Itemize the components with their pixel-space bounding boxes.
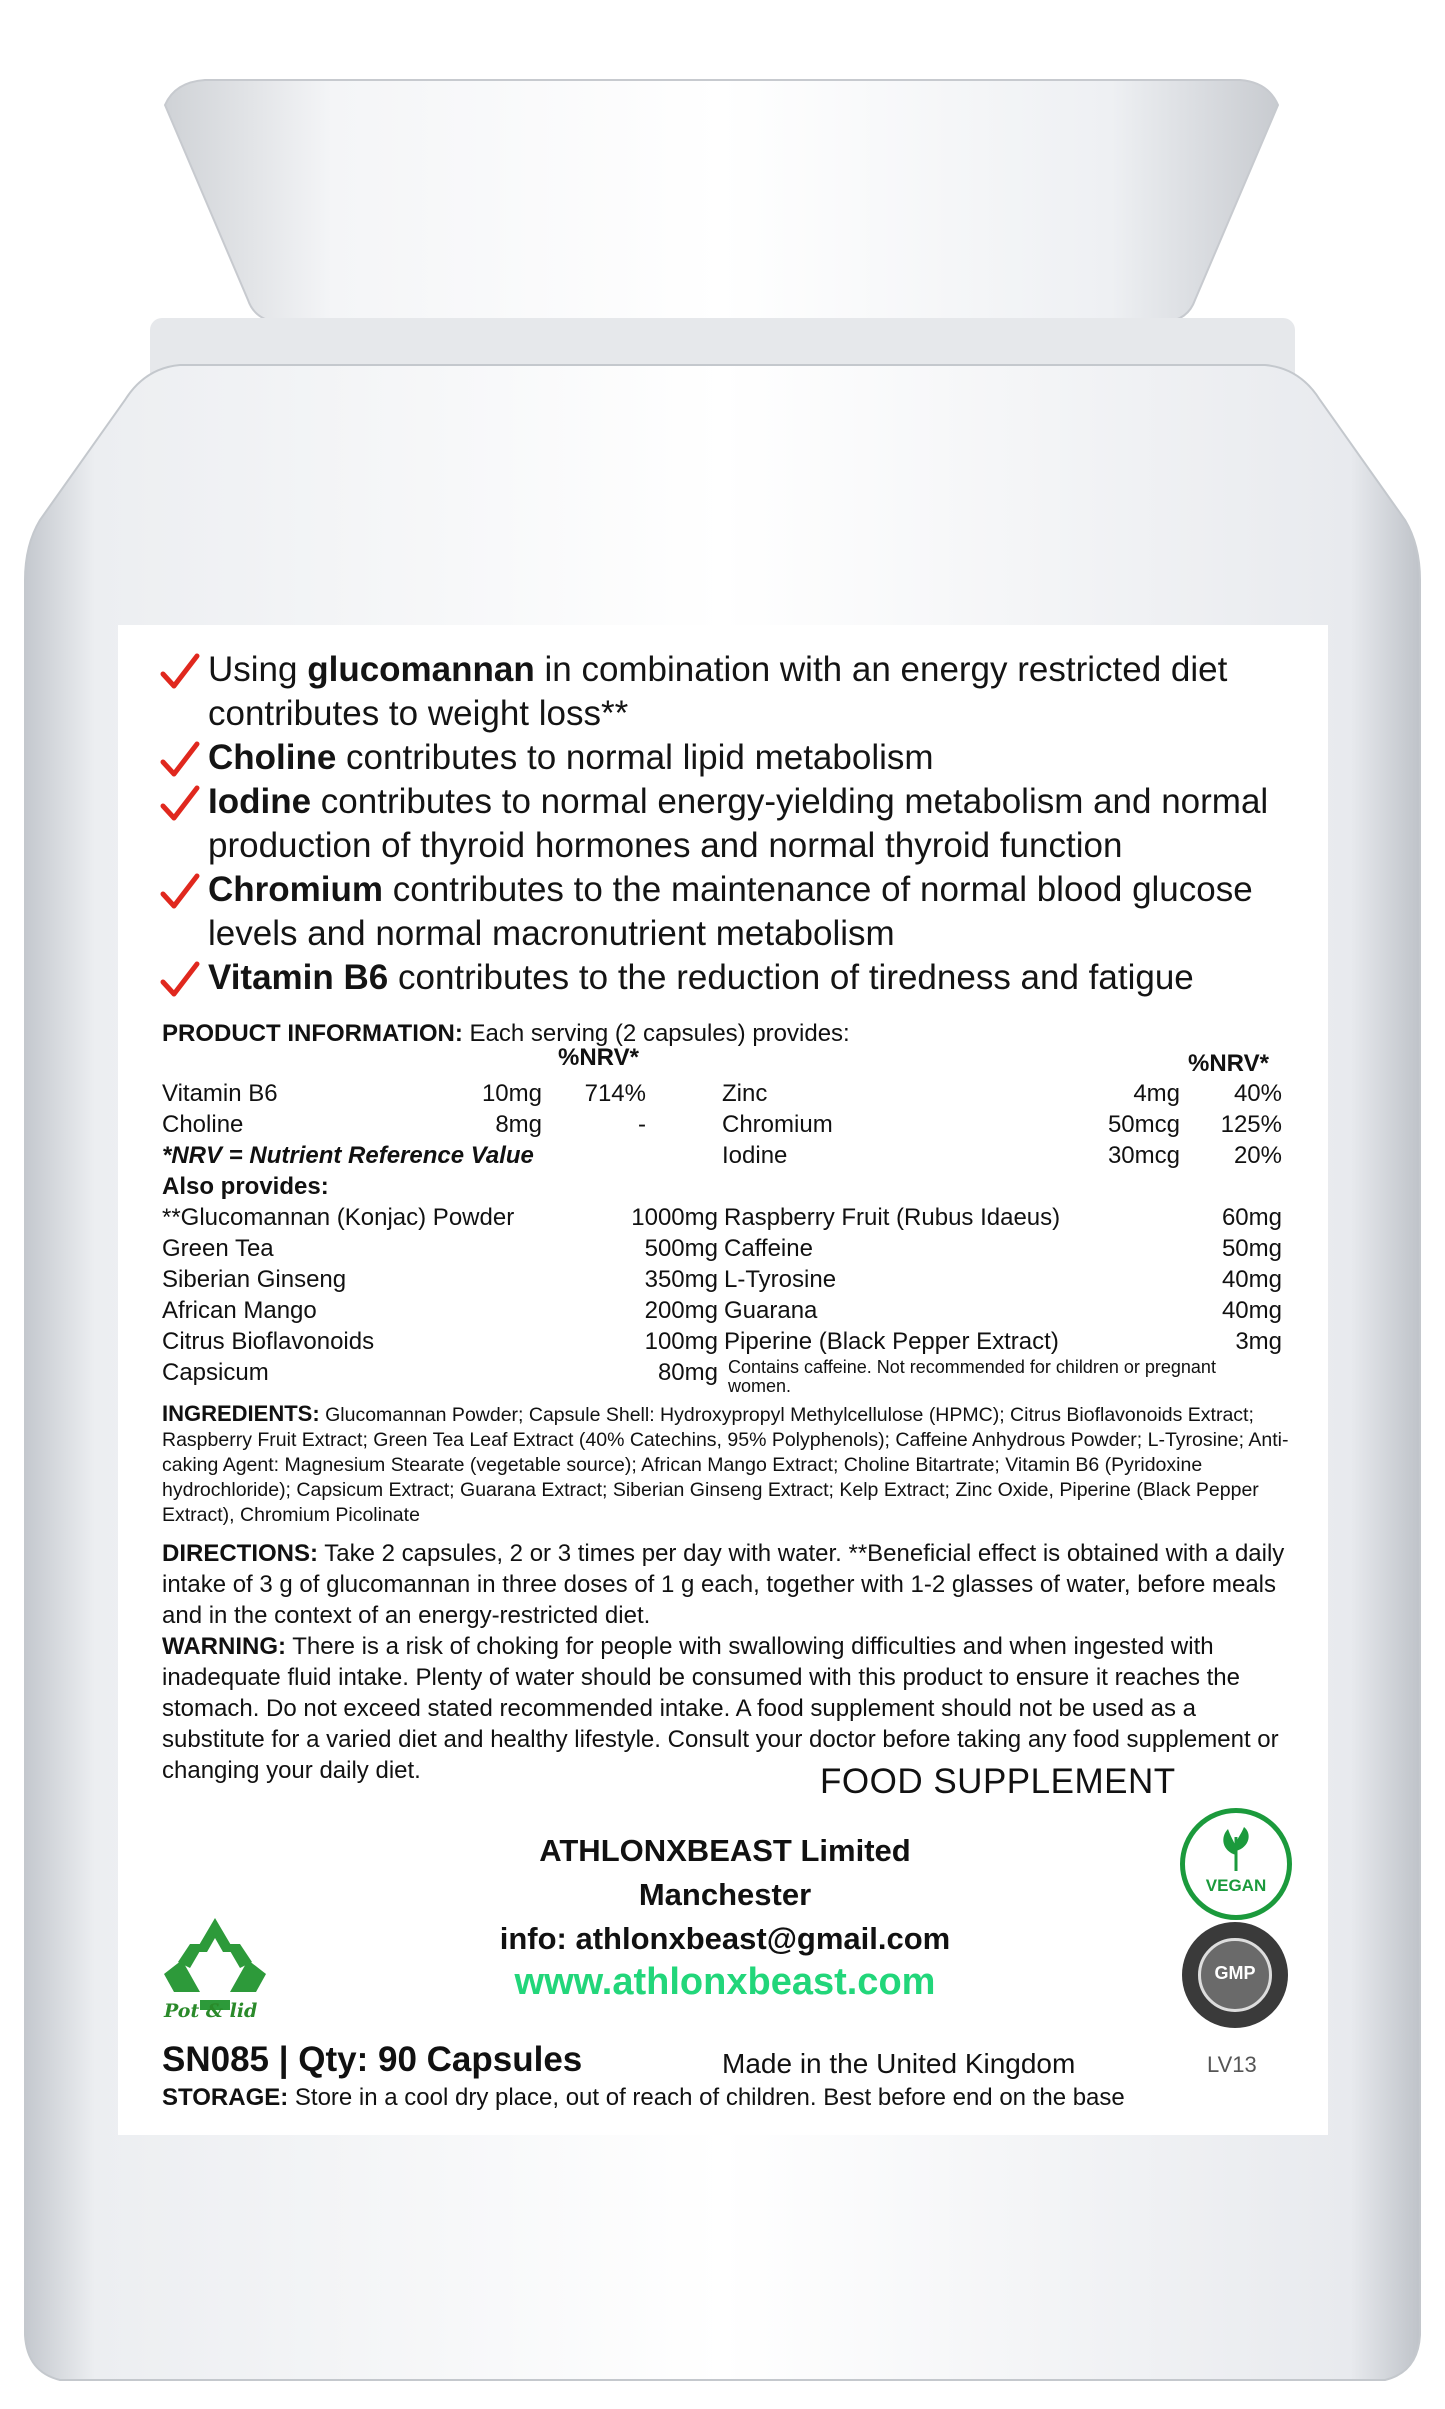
sn-line: SN085 | Qty: 90 Capsules	[162, 2040, 583, 2079]
ingredients-text: Glucomannan Powder; Capsule Shell: Hydroxypropyl Methylcellulose (HPMC); Citrus Bioflavonoids Extract; Raspberry Fruit Extract; Green Tea Leaf Extract (40% Catechins, 95% Polyphenols); Caffeine Anhydrous Powder; L-Tyrosine; Anti-caking Agent: Magnesium Stearate (vegetable source); African Mango Extract; Choline Bitartrate; Vitamin B6 (Pyridoxine hydrochloride); Capsicum Extract; Guarana Extract; Siberian Ginseng Extract; Kelp Extract; Zinc Oxide, Piperine (Black Pepper Extract), Chromium Picolinate	[162, 1404, 1289, 1526]
ingredient-name: Siberian Ginseng	[162, 1266, 347, 1293]
nutrient-name: Choline	[162, 1111, 244, 1138]
ingredient-amount: 40mg	[1221, 1266, 1282, 1293]
ingredient-amount: 40mg	[1221, 1297, 1282, 1324]
company-email: info: athlonxbeast@gmail.com	[499, 1921, 951, 1956]
company-name: ATHLONXBEAST Limited	[539, 1833, 911, 1868]
gmp-badge	[1182, 1922, 1288, 2028]
nutrient-name: Iodine	[722, 1142, 788, 1169]
benefit-item	[160, 868, 1320, 956]
product-info-intro: Each serving (2 capsules) provides:	[462, 1020, 850, 1047]
ingredient-name: Guarana	[724, 1297, 818, 1324]
ingredient-amount: 60mg	[1221, 1204, 1282, 1231]
benefit-keyword: Iodine	[208, 782, 312, 821]
company-city: Manchester	[638, 1877, 812, 1912]
ingredient-name: African Mango	[162, 1297, 317, 1324]
ingredient-amount: 3mg	[1235, 1328, 1282, 1355]
nutrient-amount: 10mg	[481, 1080, 542, 1107]
nutrient-nrv: 125%	[1220, 1111, 1282, 1138]
gmp-label: GMP	[1214, 1963, 1256, 1983]
benefit-text: contributes to the maintenance of normal blood glucose levels and normal macronutrient metabolism	[208, 870, 1253, 953]
nutrient-name: Zinc	[722, 1080, 768, 1107]
ingredient-amount: 100mg	[644, 1328, 718, 1355]
checkmark-icon	[160, 960, 200, 1000]
benefit-item	[160, 648, 1320, 736]
ingredient-name: Citrus Bioflavonoids	[162, 1328, 375, 1355]
product-info-heading: PRODUCT INFORMATION:	[162, 1020, 463, 1047]
nutrient-name: Vitamin B6	[162, 1080, 278, 1107]
nutrient-name: Chromium	[722, 1111, 833, 1138]
warning-label: WARNING:	[162, 1633, 286, 1660]
benefit-pre: Using	[208, 650, 308, 689]
food-supplement-label: FOOD SUPPLEMENT	[820, 1762, 1176, 1801]
ingredient-name: Piperine (Black Pepper Extract)	[724, 1328, 1059, 1355]
ingredient-name: **Glucomannan (Konjac) Powder	[162, 1204, 515, 1231]
caffeine-note: Contains caffeine. Not recommended for children or pregnant women.	[728, 1357, 1216, 1396]
nrv-note: *NRV = Nutrient Reference Value	[162, 1142, 534, 1169]
nutrient-amount: 50mcg	[1107, 1111, 1180, 1138]
benefit-item	[160, 956, 1320, 1000]
vegan-label: VEGAN	[1205, 1876, 1267, 1895]
directions-label: DIRECTIONS:	[162, 1540, 318, 1567]
ingredient-amount: 500mg	[644, 1235, 718, 1262]
benefit-keyword: glucomannan	[307, 650, 535, 689]
benefit-text: contributes to normal energy-yielding metabolism and normal production of thyroid hormones and normal thyroid function	[208, 782, 1269, 865]
lv-code: LV13	[1207, 2052, 1257, 2077]
directions-text: Take 2 capsules, 2 or 3 times per day with water. **Beneficial effect is obtained with a daily intake of 3 g of glucomannan in three doses of 1 g each, together with 1-2 glasses of water, before meals and in the context of an energy-restricted diet.	[162, 1540, 1285, 1629]
ingredient-name: Capsicum	[162, 1359, 269, 1386]
checkmark-icon	[160, 872, 200, 912]
benefit-item	[160, 780, 1320, 868]
checkmark-icon	[160, 784, 200, 824]
directions-block	[162, 1538, 1292, 1631]
made-in: Made in the United Kingdom	[722, 2048, 1076, 2079]
nrv-header-right: %NRV*	[1188, 1050, 1269, 1077]
vegan-badge	[1180, 1808, 1292, 1920]
benefit-keyword: Chromium	[208, 870, 383, 909]
nutrient-amount: 4mg	[1133, 1080, 1180, 1107]
nutrient-nrv: 20%	[1233, 1142, 1282, 1169]
storage-text: Store in a cool dry place, out of reach of children. Best before end on the base	[288, 2084, 1125, 2111]
ingredient-amount: 200mg	[644, 1297, 718, 1324]
benefit-item	[160, 736, 1320, 780]
ingredient-name: Green Tea	[162, 1235, 274, 1262]
ingredient-name: Caffeine	[724, 1235, 813, 1262]
ingredients-block	[162, 1401, 1292, 1528]
nrv-header-left: %NRV*	[558, 1044, 639, 1071]
product-info-header	[162, 1018, 850, 1049]
storage-label: STORAGE:	[162, 2084, 289, 2111]
also-provides-heading: Also provides:	[162, 1173, 329, 1200]
ingredient-amount: 1000mg	[631, 1204, 718, 1231]
checkmark-icon	[160, 652, 200, 692]
benefit-keyword: Choline	[208, 738, 337, 777]
ingredient-amount: 350mg	[644, 1266, 718, 1293]
benefits-list	[160, 648, 1320, 1000]
ingredient-amount: 80mg	[657, 1359, 718, 1386]
leaf-icon	[1218, 1825, 1254, 1873]
benefit-text: in combination with an energy restricted diet contributes to weight loss**	[208, 650, 1228, 733]
company-website[interactable]: www.athlonxbeast.com	[514, 1961, 936, 2003]
recycle-label: Pot & lid	[164, 2000, 258, 2022]
benefit-text: contributes to normal lipid metabolism	[336, 738, 934, 777]
nutrient-amount: 8mg	[495, 1111, 542, 1138]
ingredient-name: L-Tyrosine	[724, 1266, 837, 1293]
benefit-text: contributes to the reduction of tiredness and fatigue	[388, 958, 1194, 997]
nutrient-nrv: -	[638, 1111, 646, 1138]
nutrient-amount: 30mcg	[1107, 1142, 1180, 1169]
ingredients-label: INGREDIENTS:	[162, 1401, 320, 1426]
benefit-keyword: Vitamin B6	[208, 958, 389, 997]
ingredient-name: Raspberry Fruit (Rubus Idaeus)	[724, 1204, 1061, 1231]
checkmark-icon	[160, 740, 200, 780]
nutrient-nrv: 40%	[1233, 1080, 1282, 1107]
warning-text: There is a risk of choking for people with swallowing difficulties and when ingested with inadequate fluid intake. Plenty of water should be consumed with this product to ensure it reaches the stomach. Do not exceed stated recommended intake. A food supplement should not be used as a substitute for a varied diet and healthy lifestyle. Consult your doctor before taking any food supplement or changing your daily diet.	[162, 1633, 1279, 1784]
nutrient-nrv: 714%	[584, 1080, 646, 1107]
storage-line	[162, 2083, 1125, 2113]
ingredient-amount: 50mg	[1221, 1235, 1282, 1262]
gmp-seal	[1198, 1938, 1272, 2012]
